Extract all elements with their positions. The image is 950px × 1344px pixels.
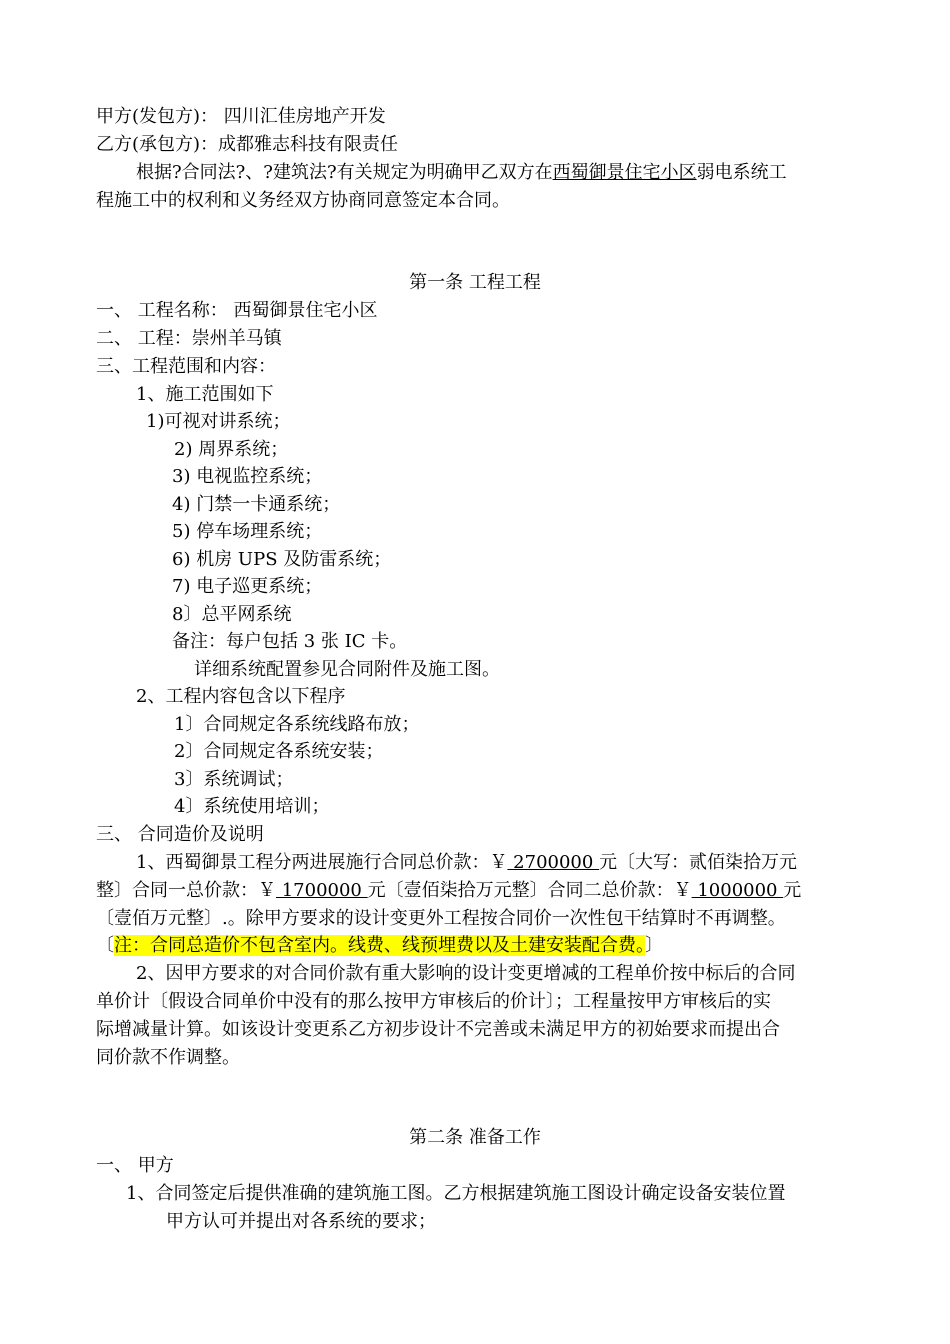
system-item: 5) 停车场理系统； xyxy=(172,521,323,542)
procedure-item: 2〕合同规定各系统安装； xyxy=(174,741,384,762)
price-line-4 xyxy=(96,932,663,960)
article-1-item-1: 一、 工程名称： 西蜀御景住宅小区 xyxy=(96,300,378,321)
price-line-8: 同价款不作调整。 xyxy=(96,1047,240,1068)
scope-title: 1、施工范围如下 xyxy=(136,384,274,405)
price-text: 1、西蜀御景工程分两进展施行合同总价款：￥ xyxy=(136,852,508,873)
system-note: 备注：每户包括 3 张 IC 卡。 xyxy=(172,631,408,652)
preamble-line-2: 程施工中的权利和义务经双方协商同意签定本合同。 xyxy=(96,190,510,211)
system-item: 7) 电子巡更系统； xyxy=(172,576,323,597)
project-name-underlined: 西蜀御景住宅小区 xyxy=(552,162,697,183)
system-item: 8〕总平网系统 xyxy=(172,604,292,625)
system-item: 1)可视对讲系统； xyxy=(146,411,291,432)
article-2-sub-1-line-2: 甲方认可并提出对各系统的要求； xyxy=(166,1211,436,1232)
price-line-5: 2、因甲方要求的对合同价款有重大影响的设计变更增减的工程单价按中标后的合同 xyxy=(136,963,796,984)
system-item: 2) 周界系统； xyxy=(174,439,289,460)
article-1-title: 第一条 工程工程 xyxy=(409,272,541,293)
price-text: 整〕合同一总价款：￥ xyxy=(96,880,276,901)
note-bracket-open: 〔 xyxy=(96,935,114,956)
preamble-text: 根据?合同法?、?建筑法?有关规定为明确甲乙双方在 xyxy=(136,162,553,183)
system-item: 6) 机房 UPS 及防雷系统； xyxy=(172,549,392,570)
preamble-line-1 xyxy=(136,159,787,187)
article-2-sub-1-line-1: 1、合同签定后提供准确的建筑施工图。乙方根据建筑施工图设计确定设备安装位置 xyxy=(126,1183,786,1204)
price-line-2 xyxy=(96,877,801,905)
party-b: 乙方(承包方)：成都雅志科技有限责任 xyxy=(96,134,399,155)
total-price-value: 2700000 xyxy=(507,852,600,873)
article-1-item-2: 二、 工程：崇州羊马镇 xyxy=(96,328,282,349)
procedure-item: 1〕合同规定各系统线路布放； xyxy=(174,714,420,735)
price-heading: 三、 合同造价及说明 xyxy=(96,824,264,845)
contract-2-price-value: 1000000 xyxy=(691,880,784,901)
system-item: 3) 电视监控系统； xyxy=(172,466,323,487)
system-detail: 详细系统配置参见合同附件及施工图。 xyxy=(194,659,500,680)
party-a: 甲方(发包方)： 四川汇佳房地产开发 xyxy=(96,106,386,127)
procedure-item: 4〕系统使用培训； xyxy=(174,796,330,817)
system-item: 4) 门禁一卡通系统； xyxy=(172,494,341,515)
preamble-text-end: 弱电系统工 xyxy=(696,162,787,183)
content-title: 2、工程内容包含以下程序 xyxy=(136,686,346,707)
price-text: 元〔大写：贰佰柒拾万元 xyxy=(599,852,798,873)
highlighted-note: 注：合同总造价不包含室内。线费、线预埋费以及土建安装配合费。 xyxy=(114,935,645,956)
article-2-title: 第二条 准备工作 xyxy=(409,1127,541,1148)
price-text: 元〔壹佰柒拾万元整〕合同二总价款：￥ xyxy=(367,880,692,901)
price-line-6: 单价计〔假设合同单价中没有的那么按甲方审核后的价计〕；工程量按甲方审核后的实 xyxy=(96,991,771,1012)
note-bracket-close: 〕 xyxy=(645,935,663,956)
price-line-7: 际增减量计算。如该设计变更系乙方初步设计不完善或未满足甲方的初始要求而提出合 xyxy=(96,1019,780,1040)
article-2-item-1: 一、 甲方 xyxy=(96,1155,174,1176)
procedure-item: 3〕系统调试； xyxy=(174,769,294,790)
price-text: 元 xyxy=(783,880,802,901)
article-1-item-3: 三、工程范围和内容： xyxy=(96,356,276,377)
price-line-1 xyxy=(136,849,797,877)
contract-1-price-value: 1700000 xyxy=(276,880,368,901)
price-line-3: 〔壹佰万元整〕.。除甲方要求的设计变更外工程按合同价一次性包干结算时不再调整。 xyxy=(96,908,786,929)
